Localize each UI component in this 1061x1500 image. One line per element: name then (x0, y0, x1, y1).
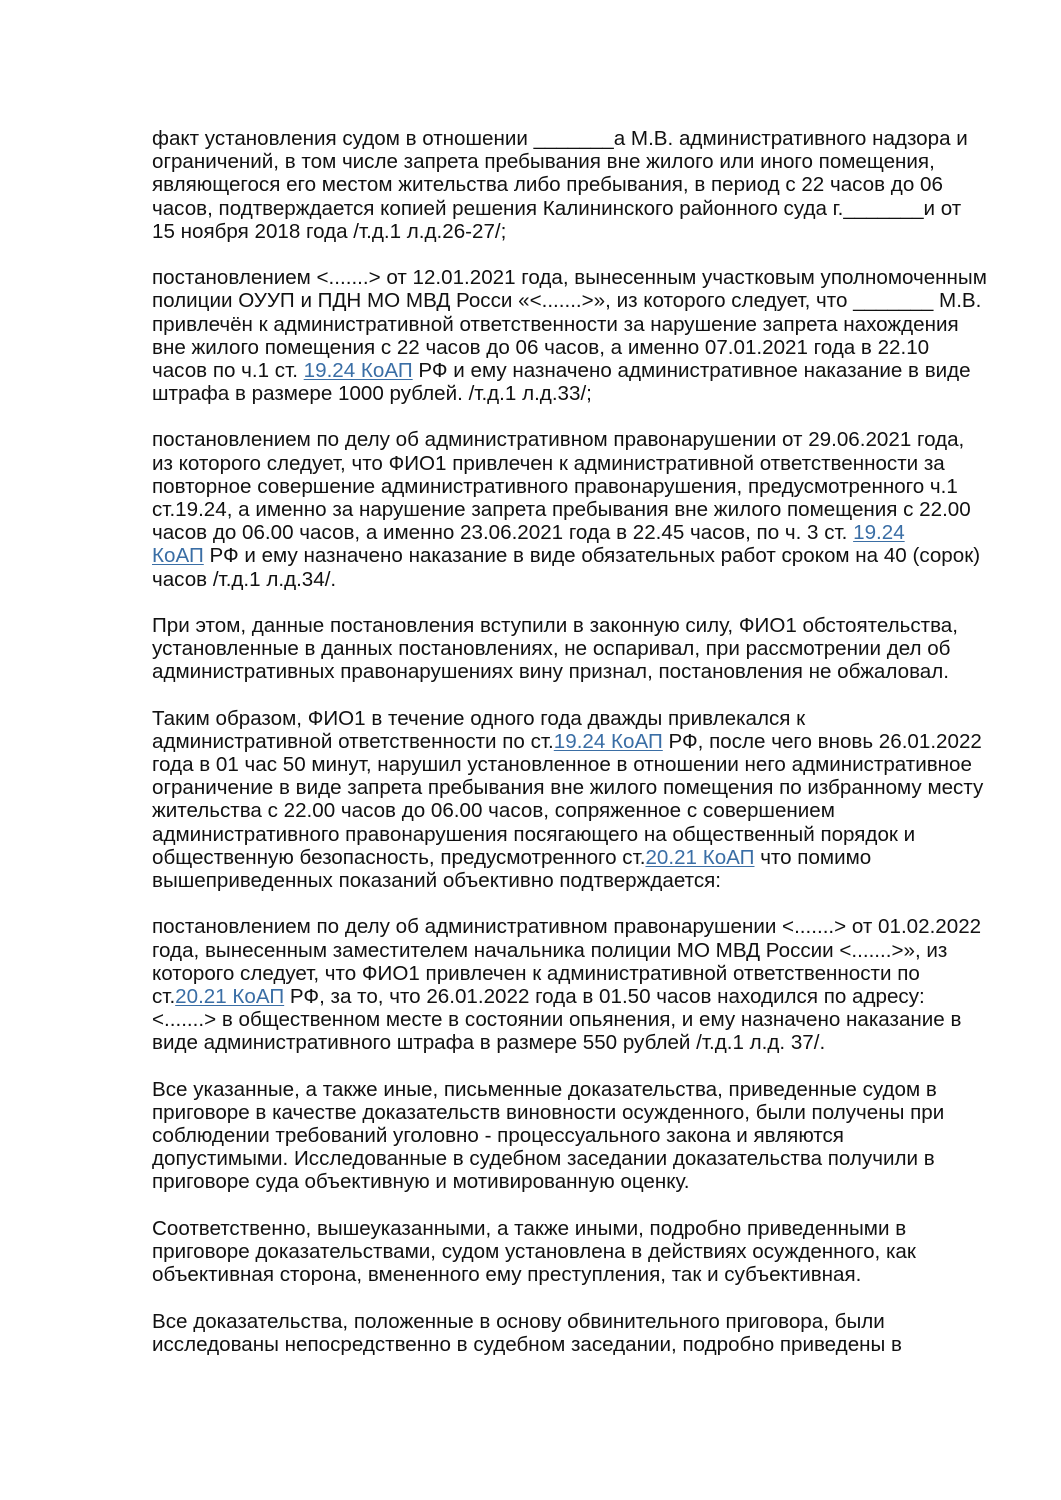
document-paragraph (152, 1310, 992, 1356)
text-fragment: постановлением <.......> от 12.01.2021 года, вынесенным участковым уполномоченным (152, 266, 987, 290)
text-fragment: привлечён к административной ответственности за нарушение запрета нахождения (152, 312, 959, 336)
text-fragment: штрафа в размере 1000 рублей. /т.д.1 л.д.33/; (152, 382, 592, 406)
text-fragment: общественную безопасность, предусмотренного ст. (152, 845, 646, 869)
text-fragment: часов /т.д.1 л.д.34/. (152, 567, 337, 591)
text-line (152, 1240, 992, 1263)
text-line (152, 660, 992, 683)
law-article-link[interactable]: 19.24 (853, 521, 905, 545)
text-fragment: вне жилого помещения с 22 часов до 06 часов, а именно 07.01.2021 года в 22.10 (152, 335, 930, 359)
text-line (152, 1263, 992, 1286)
text-line (152, 823, 992, 846)
text-line (152, 1217, 992, 1240)
text-line (152, 1078, 992, 1101)
text-fragment: ограничение в виде запрета пребывания вне жилого помещения по избранному месту (152, 776, 984, 800)
text-line (152, 336, 992, 359)
text-fragment: РФ и ему назначено наказание в виде обязательных работ сроком на 40 (сорок) (203, 544, 981, 568)
document-paragraph (152, 1078, 992, 1194)
text-fragment: полиции ОУУП и ПДН МО МВД Росси «<.......>», из которого следует, что _______ М.В. (152, 289, 982, 313)
text-fragment: административного правонарушения посягающего на общественный порядок и (152, 822, 916, 846)
text-fragment: постановлением по делу об административном правонарушении <.......> от 01.02.2022 (152, 915, 982, 939)
document-paragraph (152, 127, 992, 243)
text-fragment: установленные в данных постановлениях, не оспаривал, при рассмотрении дел об (152, 637, 951, 661)
text-fragment: года в 01 час 50 минут, нарушил установленное в отношении него административное (152, 753, 972, 777)
text-line (152, 730, 992, 753)
text-fragment: ст. (152, 984, 176, 1008)
text-line (152, 544, 992, 567)
text-line (152, 266, 992, 289)
text-fragment: РФ, после чего вновь 26.01.2022 (662, 729, 982, 753)
text-fragment: соблюдении требований уголовно - процессуального закона и являются (152, 1124, 844, 1148)
text-line (152, 1031, 992, 1054)
text-fragment: 15 ноября 2018 года /т.д.1 л.д.26-27/; (152, 219, 507, 243)
text-line (152, 428, 992, 451)
text-line (152, 846, 992, 869)
text-line (152, 197, 992, 220)
text-line (152, 1310, 992, 1333)
text-line (152, 1147, 992, 1170)
document-paragraph (152, 614, 992, 684)
text-fragment: часов, подтверждается копией решения Калининского районного суда г._______и от (152, 196, 962, 220)
text-line (152, 173, 992, 196)
text-line (152, 150, 992, 173)
text-line (152, 962, 992, 985)
text-fragment: часов до 06.00 часов, а именно 23.06.2021 года в 22.45 часов, по ч. 3 ст. (152, 521, 854, 545)
text-line (152, 313, 992, 336)
text-line (152, 568, 992, 591)
text-line (152, 475, 992, 498)
text-fragment: года, вынесенным заместителем начальника полиции МО МВД России <.......>», из (152, 938, 948, 962)
law-article-link[interactable]: 20.21 КоАП (645, 845, 755, 869)
text-line (152, 1333, 992, 1356)
text-fragment: Все доказательства, положенные в основу обвинительного приговора, были (152, 1309, 885, 1333)
text-line (152, 939, 992, 962)
text-line (152, 799, 992, 822)
text-line (152, 915, 992, 938)
document-paragraph (152, 266, 992, 405)
text-fragment: исследованы непосредственно в судебном заседании, подробно приведены в (152, 1332, 902, 1356)
text-line (152, 127, 992, 150)
text-line (152, 1124, 992, 1147)
law-article-link[interactable]: 19.24 КоАП (303, 358, 413, 382)
text-line (152, 869, 992, 892)
text-fragment: которого следует, что ФИО1 привлечен к административной ответственности по (152, 961, 920, 985)
text-line (152, 521, 992, 544)
document-paragraph (152, 915, 992, 1054)
text-line (152, 1008, 992, 1031)
text-fragment: часов по ч.1 ст. (152, 358, 304, 382)
text-line (152, 289, 992, 312)
text-line (152, 776, 992, 799)
law-article-link[interactable]: 19.24 КоАП (553, 729, 663, 753)
text-line (152, 452, 992, 475)
text-line (152, 707, 992, 730)
text-fragment: жительства с 22.00 часов до 06.00 часов, сопряженное с совершением (152, 799, 835, 823)
text-line (152, 985, 992, 1008)
text-fragment: приговоре доказательствами, судом установлена в действиях осужденного, как (152, 1240, 916, 1263)
text-fragment: вышеприведенных показаний объективно подтверждается: (152, 869, 722, 892)
text-fragment: РФ и ему назначено административное наказание в виде (412, 358, 971, 382)
text-line (152, 220, 992, 243)
text-fragment: факт установления судом в отношении _______а М.В. административного надзора и (152, 127, 968, 150)
law-article-link[interactable]: КоАП (152, 544, 204, 568)
text-line (152, 753, 992, 776)
document-paragraph (152, 707, 992, 893)
text-fragment: виде административного штрафа в размере 550 рублей /т.д.1 л.д. 37/. (152, 1031, 826, 1055)
text-fragment: Все указанные, а также иные, письменные доказательства, приведенные судом в (152, 1077, 937, 1101)
text-line (152, 614, 992, 637)
text-fragment: ст.19.24, а именно за нарушение запрета пребывания вне жилого помещения с 22.00 (152, 498, 971, 521)
document-paragraph (152, 1217, 992, 1287)
text-fragment: являющегося его местом жительства либо пребывания, в период с 22 часов до 06 (152, 173, 943, 197)
text-line (152, 498, 992, 521)
text-fragment: приговоре суда объективную и мотивированную оценку. (152, 1170, 690, 1194)
text-fragment: <.......> в общественном месте в состоянии опьянения, и ему назначено наказание в (152, 1008, 962, 1032)
text-fragment: из которого следует, что ФИО1 привлечен к административной ответственности за (152, 451, 945, 475)
text-fragment: При этом, данные постановления вступили в законную силу, ФИО1 обстоятельства, (152, 613, 958, 637)
text-fragment: РФ, за то, что 26.01.2022 года в 01.50 часов находился по адресу: (284, 984, 925, 1008)
law-article-link[interactable]: 20.21 КоАП (175, 984, 285, 1008)
text-fragment: Соответственно, вышеуказанными, а также иными, подробно приведенными в (152, 1216, 907, 1240)
text-fragment: ограничений, в том числе запрета пребывания вне жилого или иного помещения, (152, 150, 935, 174)
text-fragment: допустимыми. Исследованные в судебном заседании доказательства получили в (152, 1147, 935, 1171)
text-fragment: административной ответственности по ст. (152, 729, 554, 753)
text-fragment: объективная сторона, вмененного ему преступления, так и субъективная. (152, 1263, 862, 1287)
document-paragraph (152, 428, 992, 590)
text-fragment: повторное совершение административного правонарушения, предусмотренного ч.1 (152, 474, 958, 498)
text-line (152, 359, 992, 382)
text-fragment: приговоре в качестве доказательств виновности осужденного, были получены при (152, 1100, 945, 1124)
text-line (152, 637, 992, 660)
text-fragment: что помимо (754, 845, 872, 869)
text-fragment: постановлением по делу об административном правонарушении от 29.06.2021 года, (152, 428, 965, 452)
text-line (152, 1170, 992, 1193)
document-page (152, 127, 992, 1379)
text-line (152, 1101, 992, 1124)
text-line (152, 382, 992, 405)
text-fragment: Таким образом, ФИО1 в течение одного года дважды привлекался к (152, 706, 806, 730)
text-fragment: административных правонарушениях вину признал, постановления не обжаловал. (152, 660, 949, 684)
